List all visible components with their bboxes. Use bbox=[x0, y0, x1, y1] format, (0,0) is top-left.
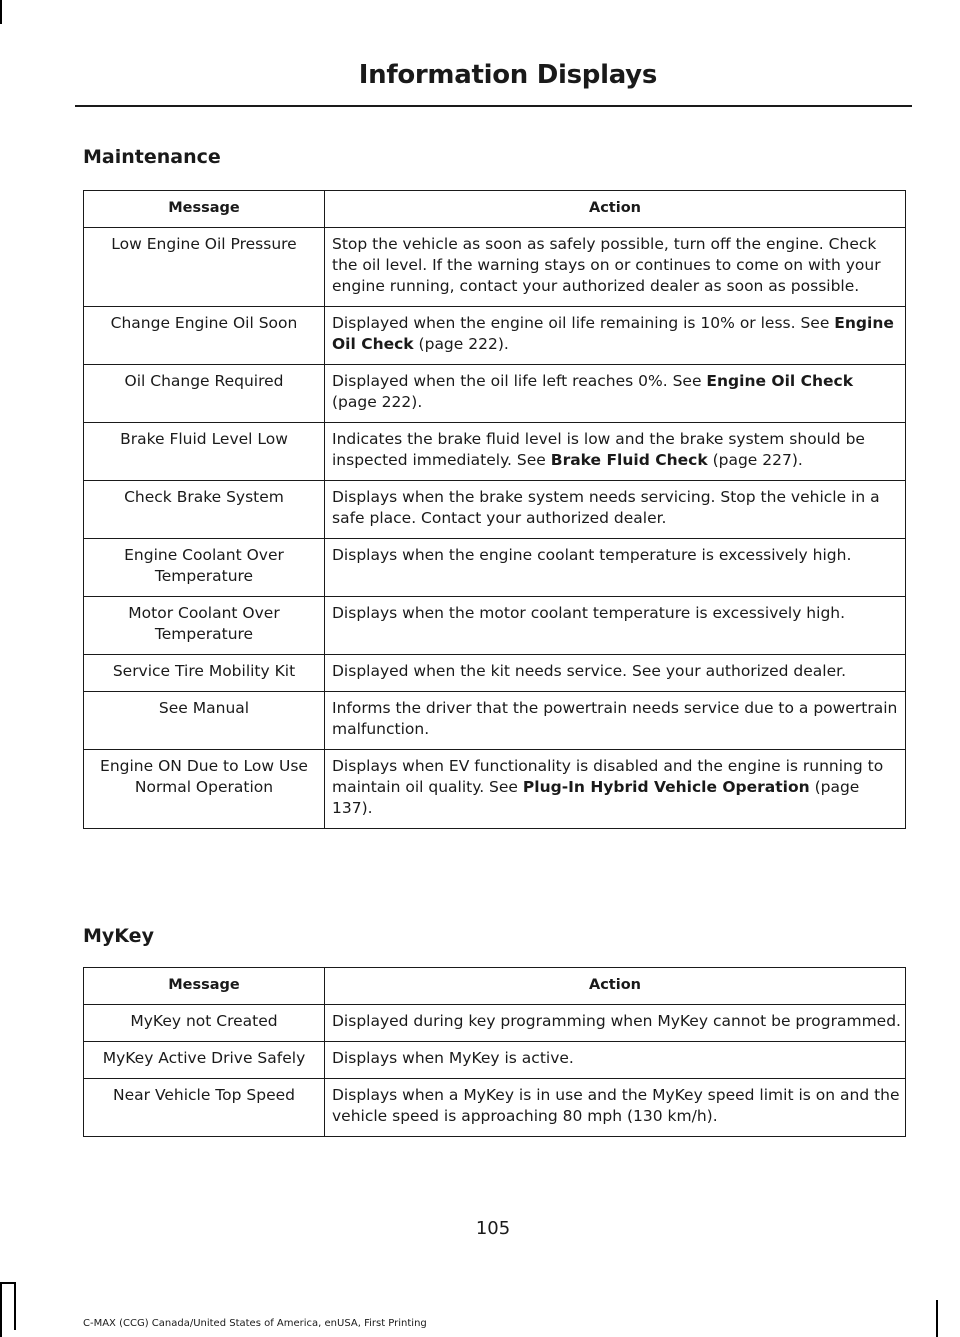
cross-reference: Brake Fluid Check bbox=[550, 451, 708, 469]
message-cell: Check Brake System bbox=[84, 481, 325, 539]
action-text: (page 227). bbox=[707, 451, 803, 469]
action-text: Displayed when the oil life left reaches 0%. See bbox=[332, 372, 707, 390]
table-row bbox=[84, 1042, 906, 1079]
message-cell: MyKey Active Drive Safely bbox=[84, 1042, 325, 1079]
message-cell: Service Tire Mobility Kit bbox=[84, 655, 325, 692]
table-row bbox=[84, 365, 906, 423]
page-header-title: Information Displays bbox=[358, 60, 657, 90]
table-header-row bbox=[84, 191, 906, 228]
message-cell: Change Engine Oil Soon bbox=[84, 307, 325, 365]
column-header-action: Action bbox=[325, 968, 906, 1005]
mykey-table bbox=[83, 967, 906, 1137]
action-text: Displayed during key programming when MyKey cannot be programmed. bbox=[332, 1012, 901, 1030]
action-text: (page 137). bbox=[332, 778, 860, 817]
cross-reference: Engine Oil Check bbox=[332, 314, 894, 353]
table-row bbox=[84, 597, 906, 655]
table-row bbox=[84, 750, 906, 829]
footer-print-info: C-MAX (CCG) Canada/United States of America, enUSA, First Printing bbox=[83, 1318, 427, 1329]
action-cell bbox=[325, 750, 906, 829]
message-cell: Engine ON Due to Low Use Normal Operation bbox=[84, 750, 325, 829]
cross-reference: Engine Oil Check bbox=[706, 372, 854, 390]
action-text: Displays when the brake system needs servicing. Stop the vehicle in a safe place. Contact your authorized dealer. bbox=[332, 488, 880, 527]
crop-mark bbox=[0, 1282, 14, 1284]
action-cell bbox=[325, 655, 906, 692]
action-cell bbox=[325, 1005, 906, 1042]
action-text: Indicates the brake fluid level is low and the brake system should be inspected immediately. See bbox=[332, 430, 865, 469]
action-cell bbox=[325, 423, 906, 481]
section-title-mykey: MyKey bbox=[83, 925, 154, 947]
table-row bbox=[84, 655, 906, 692]
action-text: (page 222). bbox=[413, 335, 509, 353]
table-header-row bbox=[84, 968, 906, 1005]
action-text: Displayed when the kit needs service. See your authorized dealer. bbox=[332, 662, 847, 680]
table-row bbox=[84, 228, 906, 307]
column-header-action: Action bbox=[325, 191, 906, 228]
table-row bbox=[84, 539, 906, 597]
table-row bbox=[84, 1005, 906, 1042]
column-header-message: Message bbox=[84, 191, 325, 228]
action-text: Stop the vehicle as soon as safely possible, turn off the engine. Check the oil level. If the warning stays on or continues to come on with your engine running, contact your authorized dealer as soon as possible. bbox=[332, 235, 881, 295]
action-cell bbox=[325, 692, 906, 750]
action-text: Displayed when the engine oil life remaining is 10% or less. See bbox=[332, 314, 835, 332]
action-text: Displays when the motor coolant temperature is excessively high. bbox=[332, 604, 846, 622]
header-divider bbox=[75, 105, 912, 107]
action-cell bbox=[325, 365, 906, 423]
table-row bbox=[84, 307, 906, 365]
action-cell bbox=[325, 539, 906, 597]
maintenance-table bbox=[83, 190, 906, 829]
table-row bbox=[84, 481, 906, 539]
message-cell: Engine Coolant Over Temperature bbox=[84, 539, 325, 597]
action-cell bbox=[325, 228, 906, 307]
message-cell: See Manual bbox=[84, 692, 325, 750]
crop-mark bbox=[0, 0, 2, 24]
column-header-message: Message bbox=[84, 968, 325, 1005]
message-cell: Oil Change Required bbox=[84, 365, 325, 423]
mykey-table-body bbox=[84, 1005, 906, 1137]
action-text: Informs the driver that the powertrain needs service due to a powertrain malfunction. bbox=[332, 699, 898, 738]
action-cell bbox=[325, 597, 906, 655]
action-text: (page 222). bbox=[332, 393, 423, 411]
action-text: Displays when a MyKey is in use and the MyKey speed limit is on and the vehicle speed is approaching 80 mph (130 km/h). bbox=[332, 1086, 900, 1125]
action-text: Displays when the engine coolant temperature is excessively high. bbox=[332, 546, 852, 564]
crop-mark bbox=[14, 1282, 16, 1330]
message-cell: Motor Coolant Over Temperature bbox=[84, 597, 325, 655]
page-number: 105 bbox=[475, 1218, 511, 1239]
message-cell: Near Vehicle Top Speed bbox=[84, 1079, 325, 1137]
message-cell: MyKey not Created bbox=[84, 1005, 325, 1042]
action-cell bbox=[325, 481, 906, 539]
table-row bbox=[84, 1079, 906, 1137]
table-row bbox=[84, 423, 906, 481]
message-cell: Brake Fluid Level Low bbox=[84, 423, 325, 481]
action-text: Displays when EV functionality is disabled and the engine is running to maintain oil quality. See bbox=[332, 757, 884, 796]
section-title-maintenance: Maintenance bbox=[83, 146, 221, 168]
message-cell: Low Engine Oil Pressure bbox=[84, 228, 325, 307]
action-text: Displays when MyKey is active. bbox=[332, 1049, 574, 1067]
action-cell bbox=[325, 1042, 906, 1079]
action-cell bbox=[325, 307, 906, 365]
table-row bbox=[84, 692, 906, 750]
crop-mark bbox=[936, 1300, 938, 1337]
action-cell bbox=[325, 1079, 906, 1137]
maintenance-table-body bbox=[84, 228, 906, 829]
crop-mark bbox=[0, 1282, 2, 1337]
cross-reference: Plug-In Hybrid Vehicle Operation bbox=[522, 778, 810, 796]
